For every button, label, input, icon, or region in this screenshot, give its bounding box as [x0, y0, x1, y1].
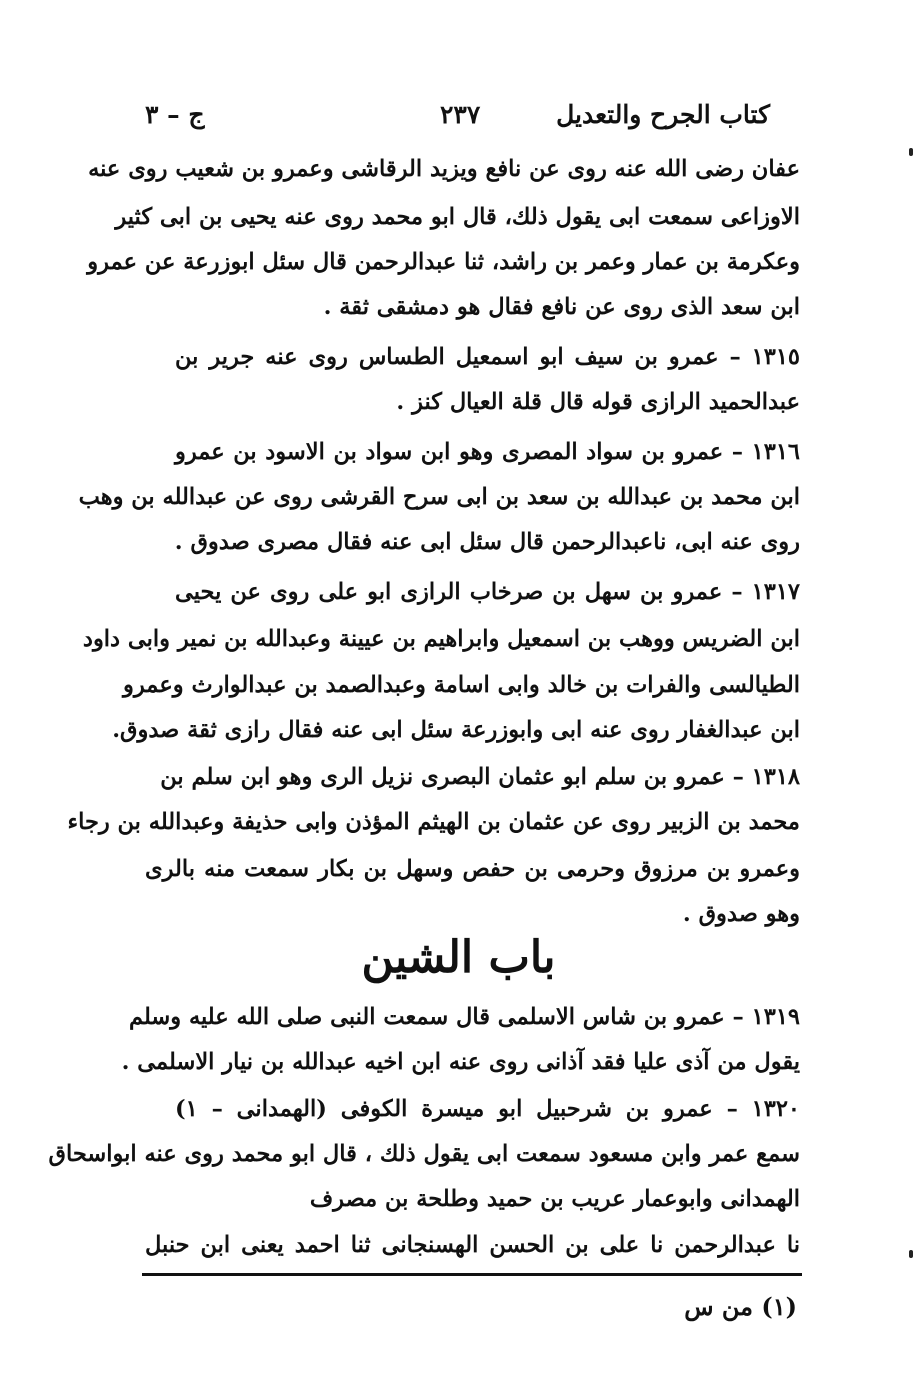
section-heading: باب الشين [361, 932, 556, 983]
text-line: الهمدانى وابوعمار عريب بن حميد وطلحة بن مصرف [309, 1186, 800, 1212]
entry-1315-line: ١٣١٥ – عمرو بن سيف ابو اسمعيل الطساس روى عنه جرير بن [175, 344, 800, 370]
entry-1316-line: ١٣١٦ – عمرو بن سواد المصرى وهو ابن سواد بن الاسود بن عمرو [175, 439, 800, 465]
text-line: عبدالحميد الرازى قوله قال قلة العيال كنز . [396, 389, 800, 415]
text-line: ابن سعد الذى روى عن نافع فقال هو دمشقى ثقة . [323, 294, 800, 320]
text-line: ابن محمد بن عبدالله بن سعد بن ابى سرح القرشى روى عن عبدالله بن وهب [78, 484, 800, 510]
footnote-divider [142, 1273, 802, 1276]
volume-label: ج – ٣ [145, 100, 205, 129]
text-line: وعكرمة بن عمار وعمر بن راشد، ثنا عبدالرحمن قال سئل ابوزرعة عن عمرو [87, 249, 800, 275]
entry-1319-line: ١٣١٩ – عمرو بن شاس الاسلمى قال سمعت النبى صلى الله عليه وسلم [128, 1004, 800, 1030]
text-line: وعمرو بن مرزوق وحرمى بن حفص وسهل بن بكار سمعت منه بالرى [145, 856, 800, 882]
text-line: ابن عبدالغفار روى عنه ابى وابوزرعة سئل ابى عنه فقال رازى ثقة صدوق. [112, 717, 800, 743]
text-line: سمع عمر وابن مسعود سمعت ابى يقول ذلك ، قال ابو محمد روى عنه ابواسحاق [48, 1141, 800, 1167]
text-line: ابن الضريس ووهب بن اسمعيل وابراهيم بن عيينة وعبدالله بن نمير وابى داود [82, 626, 800, 652]
page-number: ٢٣٧ [440, 100, 481, 129]
footnote: (١) من س [684, 1292, 797, 1321]
text-line: نا عبدالرحمن نا على بن الحسن الهسنجانى ثنا احمد يعنى ابن حنبل [145, 1232, 800, 1258]
text-line: يقول من آذى عليا فقد آذانى روى عنه ابن اخيه عبدالله بن نيار الاسلمى . [121, 1049, 800, 1075]
text-line: الاوزاعى سمعت ابى يقول ذلك، قال ابو محمد روى عنه يحيى بن ابى كثير [115, 204, 800, 230]
book-title: كتاب الجرح والتعديل [556, 100, 770, 129]
scan-mark [909, 148, 913, 156]
text-line: وهو صدوق . [682, 901, 800, 927]
entry-1318-line: ١٣١٨ – عمرو بن سلم ابو عثمان البصرى نزيل الرى وهو ابن سلم بن [160, 764, 800, 790]
text-line: روى عنه ابى، ناعبدالرحمن قال سئل ابى عنه فقال مصرى صدوق . [174, 529, 800, 555]
page-header [145, 100, 800, 144]
entry-1317-line: ١٣١٧ – عمرو بن سهل بن صرخاب الرازى ابو على روى عن يحيى [175, 579, 800, 605]
entry-1320-line: ١٣٢٠ – عمرو بن شرحبيل ابو ميسرة الكوفى (الهمدانى – ١) [175, 1096, 800, 1122]
text-line: محمد بن الزبير روى عن عثمان بن الهيثم المؤذن وابى حذيفة وعبدالله بن رجاء [67, 809, 800, 835]
scan-mark [909, 1250, 913, 1258]
text-line: عفان رضى الله عنه روى عن نافع ويزيد الرقاشى وعمرو بن شعيب روى عنه [88, 156, 800, 182]
text-line: الطيالسى والفرات بن خالد وابى اسامة وعبدالصمد بن عبدالوارث وعمرو [123, 672, 800, 698]
